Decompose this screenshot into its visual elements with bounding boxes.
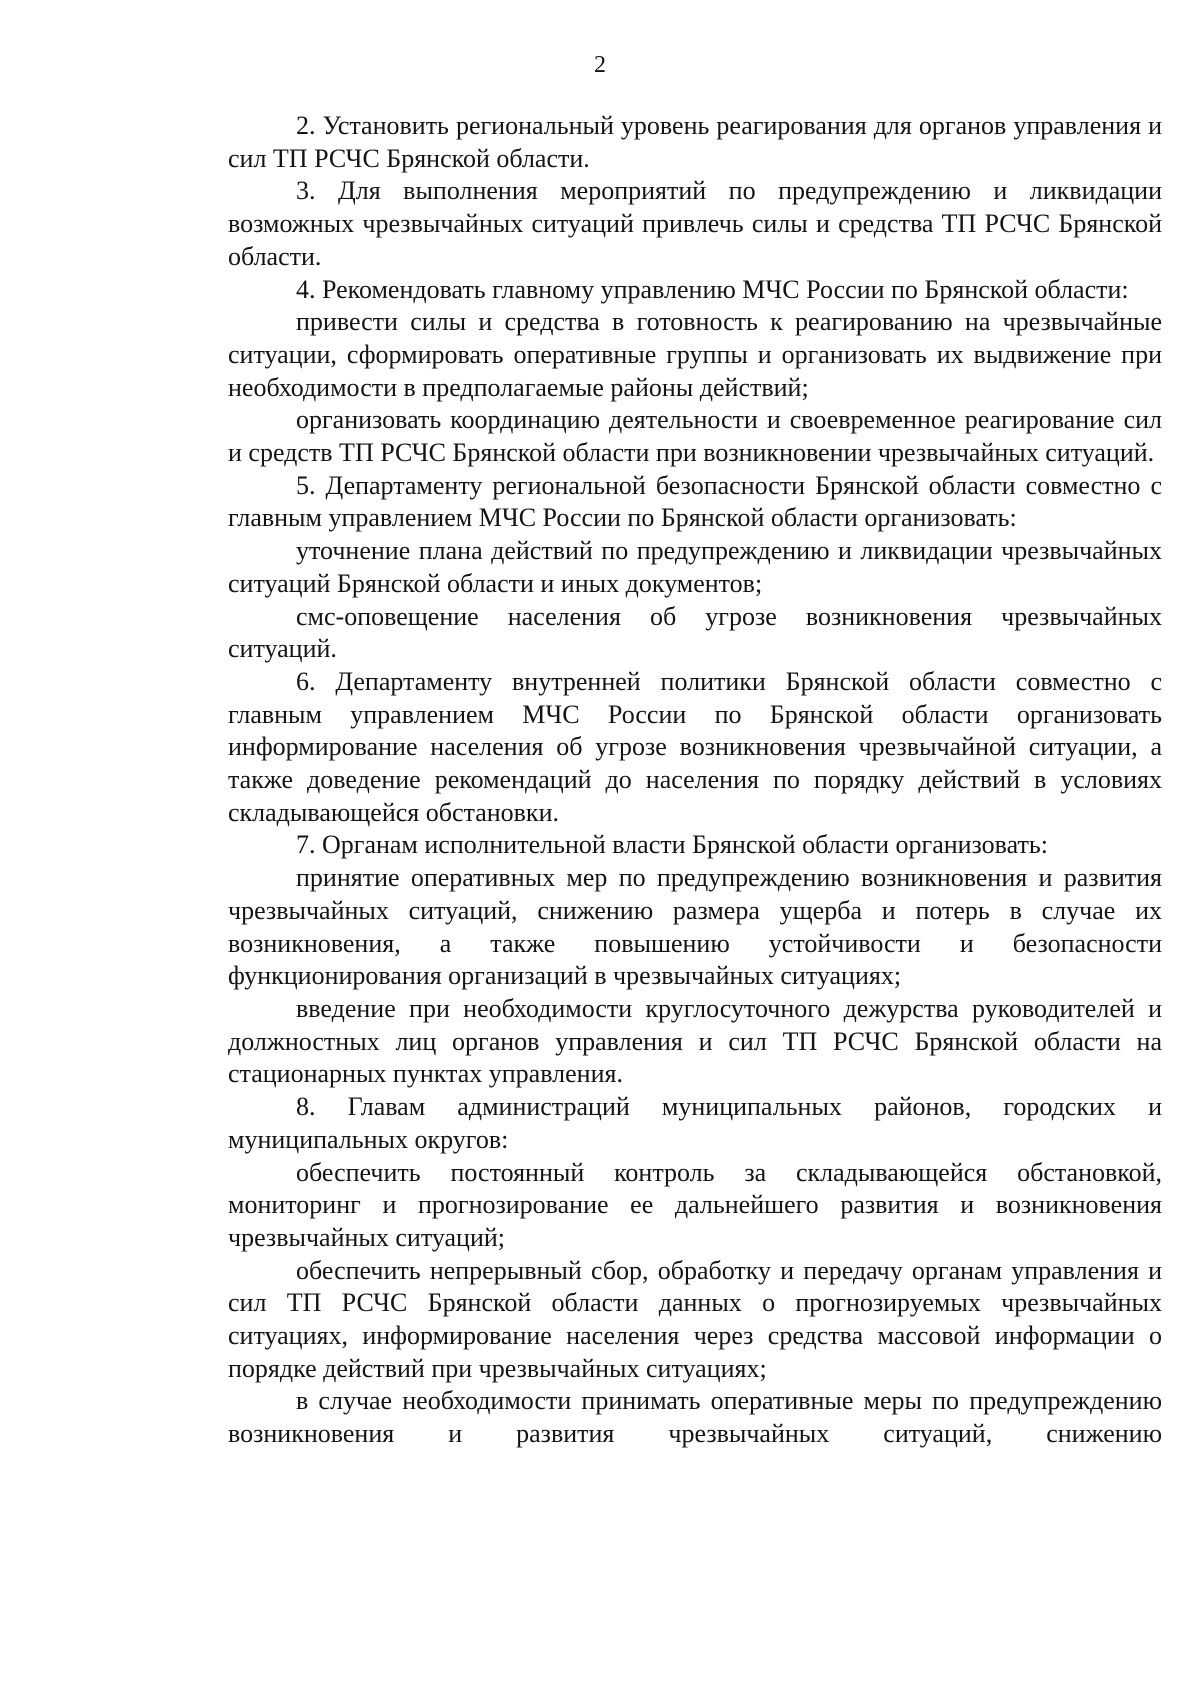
- document-body: [228, 110, 1162, 1451]
- paragraph-item-8: 8. Главам администраций муниципальных районов, городских и муниципальных округов:: [228, 1092, 1162, 1154]
- paragraph-item-3: 3. Для выполнения мероприятий по предупреждению и ликвидации возможных чрезвычайных ситуаций привлечь силы и средства ТП РСЧС Брянской области.: [228, 176, 1162, 271]
- paragraph-item-8-subitem-3: в случае необходимости принимать оперативные меры по предупреждению возникновения и развития чрезвычайных ситуаций, снижению: [228, 1386, 1162, 1449]
- page-number: 2: [594, 52, 606, 78]
- paragraph-item-5-subitem-1: уточнение плана действий по предупреждению и ликвидации чрезвычайных ситуаций Брянской области и иных документов;: [228, 536, 1162, 598]
- paragraph-item-2: 2. Установить региональный уровень реагирования для органов управления и сил ТП РСЧС Брянской области.: [228, 111, 1162, 173]
- paragraph-item-4-subitem-2: организовать координацию деятельности и своевременное реагирование сил и средств ТП РСЧС Брянской области при возникновении чрезвычайных ситуаций.: [228, 405, 1162, 468]
- paragraph-item-8-subitem-1: обеспечить постоянный контроль за складывающейся обстановкой, мониторинг и прогнозирование ее дальнейшего развития и возникновения чрезвычайных ситуаций;: [228, 1157, 1162, 1252]
- paragraph-item-5-subitem-2: смс-оповещение населения об угрозе возникновения чрезвычайных ситуаций.: [228, 601, 1162, 664]
- paragraph-item-7: 7. Органам исполнительной власти Брянской области организовать:: [296, 830, 1048, 860]
- paragraph-item-7-subitem-2: введение при необходимости круглосуточного дежурства руководителей и должностных лиц органов управления и сил ТП РСЧС Брянской области на стационарных пунктах управления.: [228, 993, 1162, 1089]
- paragraph-item-5: 5. Департаменту региональной безопасности Брянской области совместно с главным управлением МЧС России по Брянской области организовать:: [228, 470, 1162, 533]
- paragraph-item-7-subitem-1: принятие оперативных мер по предупреждению возникновения и развития чрезвычайных ситуаций, снижению размера ущерба и потерь в случае их возникновения, а также повышению устойчивости и безопасности функционирования организаций в чрезвычайных ситуациях;: [228, 863, 1162, 991]
- paragraph-item-4: 4. Рекомендовать главному управлению МЧС России по Брянской области:: [296, 274, 1129, 304]
- paragraph-item-6: 6. Департаменту внутренней политики Брянской области совместно с главным управлением МЧС России по Брянской области организовать информирование населения об угрозе возникновения чрезвычайной ситуации, а также доведение рекомендаций до населения по порядку действий в условиях складывающейся обстановки.: [228, 666, 1162, 827]
- paragraph-item-4-subitem-1: привести силы и средства в готовность к реагированию на чрезвычайные ситуации, сформировать оперативные группы и организовать их выдвижение при необходимости в предполагаемые районы действий;: [228, 307, 1162, 402]
- paragraph-item-8-subitem-2: обеспечить непрерывный сбор, обработку и передачу органам управления и сил ТП РСЧС Брянской области данных о прогнозируемых чрезвычайных ситуациях, информирование населения через средства массовой информации о порядке действий при чрезвычайных ситуациях;: [228, 1255, 1162, 1383]
